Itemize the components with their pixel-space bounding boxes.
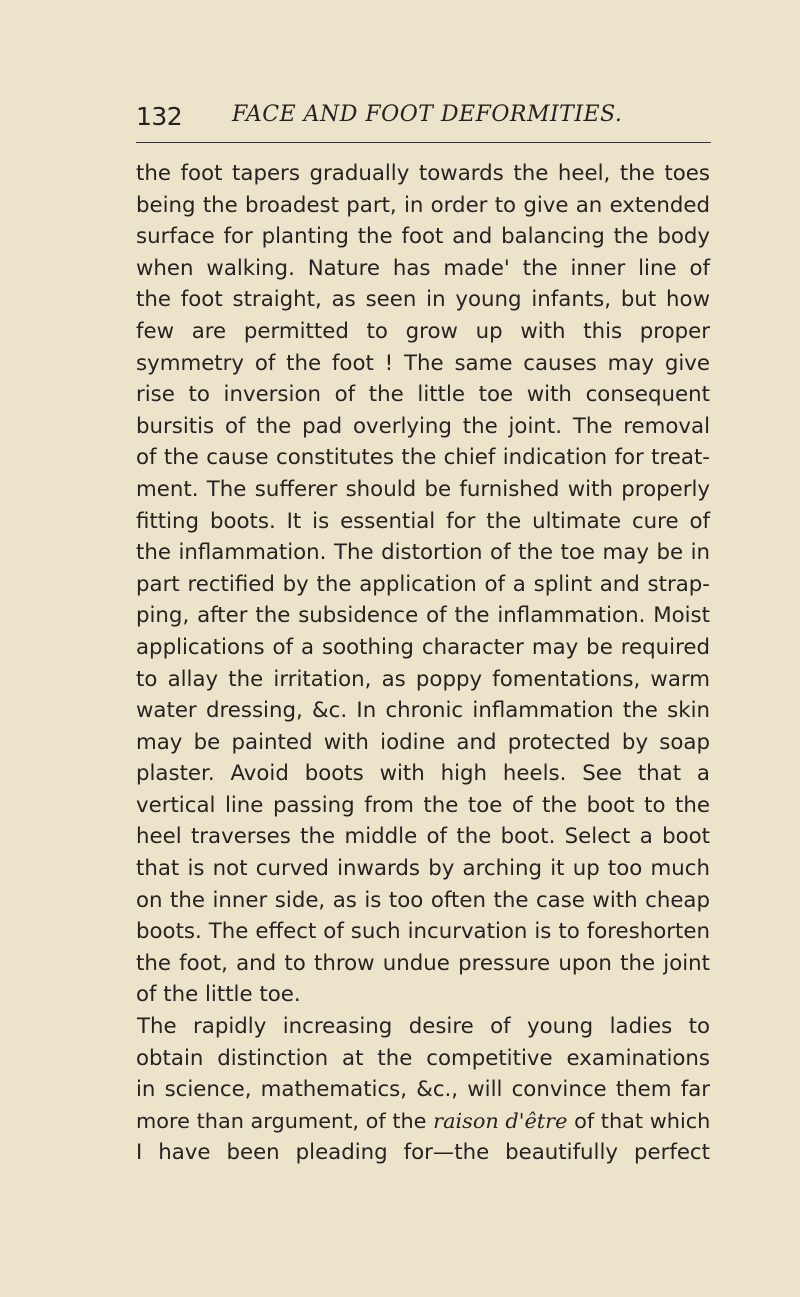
line-segment: more than argument, of the (136, 1108, 427, 1133)
text-line: The rapidly increasing desire of young ladies to (137, 1014, 710, 1040)
text-line: being the broadest part, in order to give an extended (136, 192, 710, 218)
text-line-with-italic (136, 1106, 710, 1138)
text-line: in science, mathematics, &c., will convince them far (136, 1077, 710, 1103)
text-line: plaster. Avoid boots with high heels. See that a (136, 761, 710, 787)
text-line: of the little toe. (136, 982, 301, 1008)
text-line: to allay the irritation, as poppy fomentations, warm (136, 666, 710, 692)
text-line: of the cause constitutes the chief indication for treat- (136, 445, 710, 471)
text-line: obtain distinction at the competitive examinations (136, 1045, 710, 1071)
text-line: ment. The sufferer should be furnished with properly (136, 476, 710, 502)
running-title: FACE AND FOOT DEFORMITIES. (232, 102, 623, 127)
text-line: the foot straight, as seen in young infants, but how (136, 287, 710, 313)
text-line: the inflammation. The distortion of the toe may be in (136, 540, 710, 566)
text-line: few are permitted to grow up with this proper (136, 318, 710, 344)
text-line: vertical line passing from the toe of the boot to the (136, 792, 710, 818)
text-line: may be painted with iodine and protected by soap (136, 729, 710, 755)
text-line: boots. The effect of such incurvation is to foreshorten (136, 919, 710, 945)
text-line: surface for planting the foot and balancing the body (136, 224, 710, 250)
text-line: rise to inversion of the little toe with consequent (136, 382, 710, 408)
text-line: ping, after the subsidence of the inflammation. Moist (136, 603, 710, 629)
text-line: fitting boots. It is essential for the ultimate cure of (136, 508, 710, 534)
page-number: 132 (136, 102, 183, 131)
text-line: applications of a soothing character may be required (136, 634, 710, 660)
text-line: that is not curved inwards by arching it up too much (136, 856, 710, 882)
text-line: water dressing, &c. In chronic inflammation the skin (136, 698, 710, 724)
body-text (136, 158, 710, 1169)
page-header (136, 102, 716, 142)
text-line: I have been pleading for—the beautifully perfect (136, 1140, 710, 1166)
italic-phrase: raison d'être (433, 1108, 568, 1133)
text-line: on the inner side, as is too often the case with cheap (136, 887, 710, 913)
text-line: when walking. Nature has made' the inner line of (136, 255, 710, 281)
text-line: the foot, and to throw undue pressure upon the joint (136, 950, 710, 976)
line-segment: of that which (574, 1108, 711, 1133)
text-line: heel traverses the middle of the boot. Select a boot (136, 824, 710, 850)
text-line: the foot tapers gradually towards the heel, the toes (136, 161, 710, 186)
header-rule (136, 142, 711, 143)
text-line: symmetry of the foot ! The same causes may give (136, 350, 710, 376)
text-line: bursitis of the pad overlying the joint. The removal (136, 413, 710, 439)
text-line: part rectified by the application of a splint and strap- (136, 571, 710, 597)
